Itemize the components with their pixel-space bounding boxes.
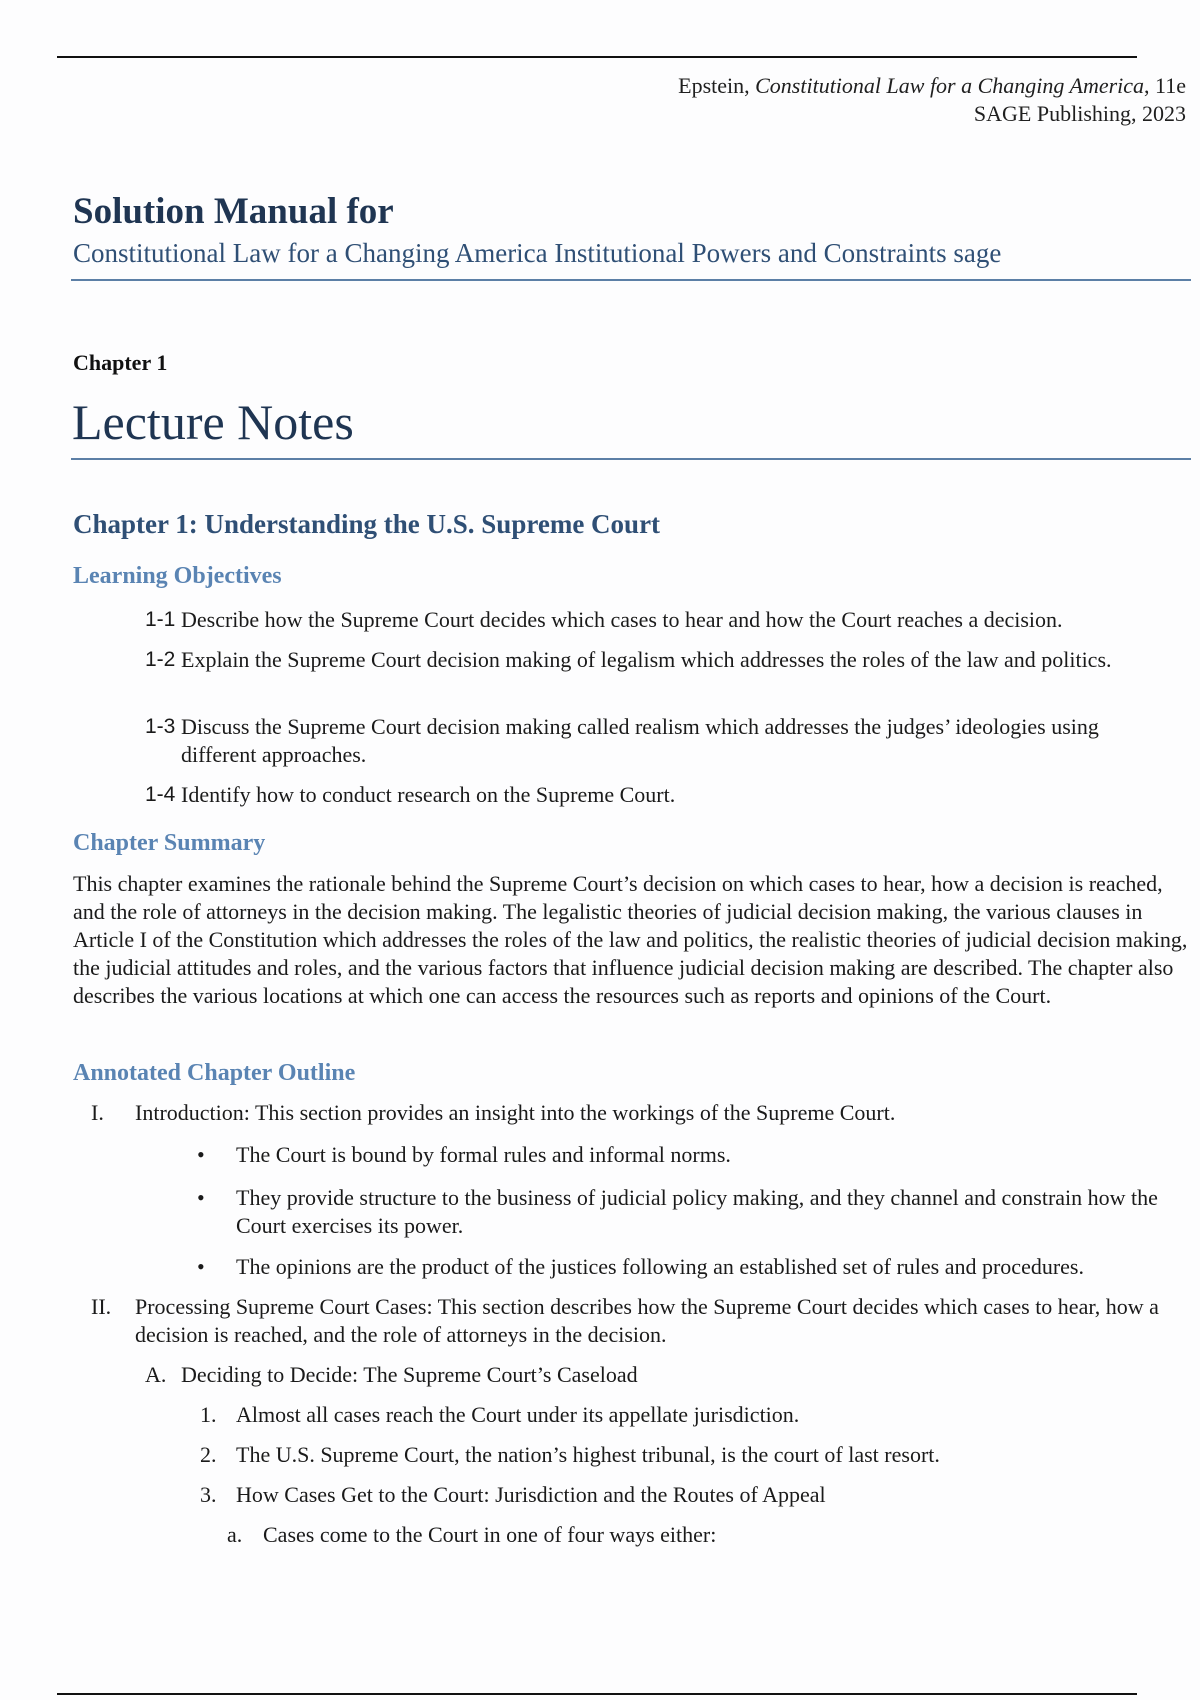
objective-number: 1-1: [145, 608, 176, 631]
objective-item: [145, 713, 1155, 769]
objective-number: 1-3: [145, 715, 176, 738]
number-marker: 2.: [200, 1442, 217, 1467]
outline-heading: Annotated Chapter Outline: [73, 1060, 356, 1086]
manual-subtitle: Constitutional Law for a Changing America Institutional Powers and Constraints sage: [73, 238, 1002, 268]
alpha-marker: A.: [145, 1362, 167, 1387]
chapter-label: Chapter 1: [73, 350, 168, 375]
letter-marker: a.: [227, 1522, 243, 1547]
learning-objectives-heading: Learning Objectives: [73, 563, 282, 589]
sub-item-text: Cases come to the Court in one of four ways either:: [263, 1522, 717, 1547]
outline-item-ii: [91, 1293, 1181, 1349]
title-block: [73, 190, 1188, 270]
bullet-item: [197, 1253, 1177, 1281]
bullet-text: They provide structure to the business of judicial policy making, and they channel and constrain how the Court exercises its power.: [236, 1185, 1158, 1238]
objective-text: Describe how the Supreme Court decides which cases to hear and how the Court reaches a decision.: [181, 607, 1063, 632]
objective-item: [145, 781, 1155, 809]
header-edition: , 11e: [1144, 73, 1186, 98]
number-marker: 3.: [200, 1482, 217, 1507]
numbered-text: The U.S. Supreme Court, the nation’s highest tribunal, is the court of last resort.: [236, 1442, 940, 1467]
section-divider: [71, 458, 1191, 460]
header-author: Epstein,: [678, 73, 756, 98]
outline-item-i: [91, 1099, 1181, 1127]
objective-text: Explain the Supreme Court decision making of legalism which addresses the roles of the law and politics.: [181, 647, 1112, 672]
chapter-summary-heading: Chapter Summary: [73, 830, 266, 856]
outline-text: Deciding to Decide: The Supreme Court’s Caseload: [181, 1362, 638, 1387]
bullet-text: The Court is bound by formal rules and informal norms.: [236, 1142, 731, 1167]
numbered-text: How Cases Get to the Court: Jurisdiction and the Routes of Appeal: [236, 1482, 826, 1507]
bottom-rule: [57, 1693, 1137, 1695]
bullet-icon: •: [197, 1254, 205, 1279]
bullet-icon: •: [197, 1185, 205, 1210]
objective-text: Identify how to conduct research on the Supreme Court.: [181, 782, 676, 807]
numbered-item: [200, 1481, 826, 1509]
chapter-summary-text: This chapter examines the rationale behind the Supreme Court’s decision on which cases to hear, how a decision is reached, and the role of attorneys in the decision making. The legalistic theories of judicial decision making, the various clauses in Article I of the Constitution which addresses the roles of the law and politics, the realistic theories of judicial decision making, the judicial attitudes and roles, and the various factors that influence judicial decision making are described. The chapter also describes the various locations at which one can access the resources such as reports and opinions of the Court.: [73, 871, 1188, 1008]
top-rule: [57, 56, 1137, 58]
numbered-item: [200, 1441, 940, 1469]
manual-title: Solution Manual for: [73, 191, 394, 232]
numbered-item: [200, 1401, 799, 1429]
header-book-title: Constitutional Law for a Changing America: [755, 73, 1145, 98]
running-header: [678, 72, 1186, 128]
title-divider: [71, 279, 1191, 281]
objective-item: [145, 646, 1155, 674]
roman-marker: I.: [91, 1100, 104, 1125]
numbered-text: Almost all cases reach the Court under its appellate jurisdiction.: [236, 1402, 800, 1427]
roman-marker: II.: [91, 1294, 112, 1319]
bullet-item: [197, 1141, 1177, 1169]
objective-text: Discuss the Supreme Court decision making called realism which addresses the judges’ ideologies using different approaches.: [181, 714, 1099, 767]
bullet-icon: •: [197, 1142, 205, 1167]
objective-item: [145, 606, 1155, 634]
bullet-item: [197, 1184, 1177, 1240]
chapter-heading: Chapter 1: Understanding the U.S. Supreme Court: [73, 509, 661, 539]
number-marker: 1.: [200, 1402, 217, 1427]
outline-item-a: [145, 1361, 638, 1389]
objective-number: 1-2: [145, 648, 176, 671]
outline-text: Introduction: This section provides an insight into the workings of the Supreme Court.: [135, 1100, 896, 1125]
objective-number: 1-4: [145, 783, 176, 806]
outline-text: Processing Supreme Court Cases: This section describes how the Supreme Court decides which cases to hear, how a decision is reached, and the role of attorneys in the decision.: [135, 1294, 1159, 1347]
sub-item-a: [227, 1521, 716, 1549]
bullet-text: The opinions are the product of the justices following an established set of rules and procedures.: [236, 1254, 1084, 1279]
section-title: Lecture Notes: [72, 394, 354, 450]
header-publisher: SAGE Publishing, 2023: [973, 101, 1186, 126]
